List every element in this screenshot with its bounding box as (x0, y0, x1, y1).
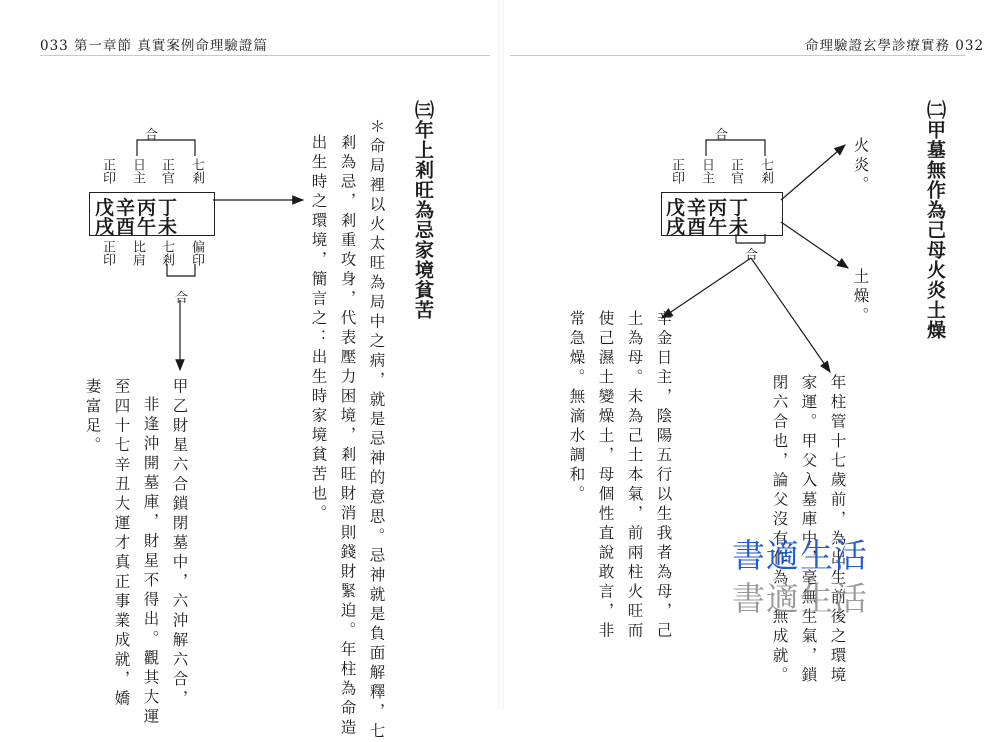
left-heavenly-stems: 丁丙辛戊 (95, 197, 180, 219)
left-note-line-3: 至四十七辛丑大運才真正事業成就，嬌 (112, 378, 131, 710)
right-top-label-day: 日主 (699, 158, 714, 184)
right-top-label-month: 正官 (728, 158, 743, 184)
right-day-note-line-3: 使己濕土變燥土，母個性直說敢言，非 (596, 310, 615, 642)
left-bottom-label-month: 七剎 (159, 240, 174, 266)
left-bottom-he-bracket (167, 264, 195, 276)
left-body-line-3: 出生時之環境，簡言之：出生時家境貧苦也。 (309, 134, 328, 524)
left-page-header: 033 第一章節 真實案例命理驗證篇 (40, 38, 268, 54)
left-top-label-hour: 正印 (100, 158, 115, 184)
right-earthly-branches: 未午酉戌 (666, 216, 751, 238)
watermark-gray: 書適生活 (732, 579, 868, 618)
right-bottom-he-bracket (736, 234, 765, 243)
right-day-note-line-1: 辛金日主，陰陽五行以生我者為母，己 (654, 310, 673, 642)
right-top-label-year: 七剎 (758, 158, 773, 184)
right-arrow-to-day-note (662, 258, 751, 318)
right-arrow-to-earth (781, 222, 848, 268)
left-bottom-he-label: 合 (175, 291, 189, 306)
left-note-line-4: 妻富足。 (83, 378, 102, 456)
left-top-label-year: 七剎 (189, 158, 204, 184)
right-year-note-line-1: 年柱管十七歲前，為出生前後之環境 (828, 374, 847, 686)
right-top-he-label: 合 (715, 128, 729, 143)
left-bottom-label-day: 比肩 (130, 240, 145, 266)
right-heavenly-stems: 丁丙辛戊 (666, 197, 751, 219)
right-arrow-to-fire (781, 145, 845, 200)
left-top-label-day: 日主 (130, 158, 145, 184)
left-top-he-bracket (137, 140, 195, 156)
right-top-label-hour: 正印 (669, 158, 684, 184)
right-bottom-he-label: 合 (745, 248, 759, 263)
right-top-he-bracket (706, 140, 765, 156)
right-day-note-line-4: 常急燥。無滴水調和。 (567, 310, 586, 505)
left-body-line-2: 剎為忌，剎重攻身，代表壓力困境，剎旺財消則錢財緊迫。年柱為命造 (338, 134, 357, 739)
right-year-note-line-3: 閉六合也，論父沒有作為。無成就。 (770, 374, 789, 686)
left-bottom-label-hour: 正印 (100, 240, 115, 266)
left-body-line-1: ＊命局裡以火太旺為局中之病，就是忌神的意思。忌神就是負面解釋，七 (367, 118, 386, 742)
left-top-label-month: 正官 (159, 158, 174, 184)
left-bottom-label-year: 偏印 (189, 240, 204, 266)
right-annotation-earth: 土燥。 (851, 268, 870, 327)
right-arrow-to-year-note (751, 258, 830, 372)
right-page-header: 命理驗證玄學診療實務 032 (805, 38, 985, 54)
right-annotation-fire: 火炎。 (851, 137, 870, 196)
left-earthly-branches: 未午酉戌 (95, 216, 180, 238)
right-section-title: ㈡甲墓無作為己母火炎土燥 (924, 100, 946, 340)
left-top-he-label: 合 (145, 128, 159, 143)
left-section-title: ㈢年上剎旺為忌家境貧苦 (412, 100, 434, 320)
left-note-line-2: 非逢沖開墓庫，財星不得出。觀其大運 (141, 396, 160, 728)
right-day-note-line-2: 土為母。未為己土本氣，前兩柱火旺而 (625, 310, 644, 642)
watermark-blue: 書適生活 (732, 536, 868, 575)
left-note-line-1: 甲乙財星六合鎖閉墓中，六沖解六合， (170, 378, 189, 710)
right-year-note-line-2: 家運。甲父入墓庫中，毫無生氣，鎖 (799, 374, 818, 686)
